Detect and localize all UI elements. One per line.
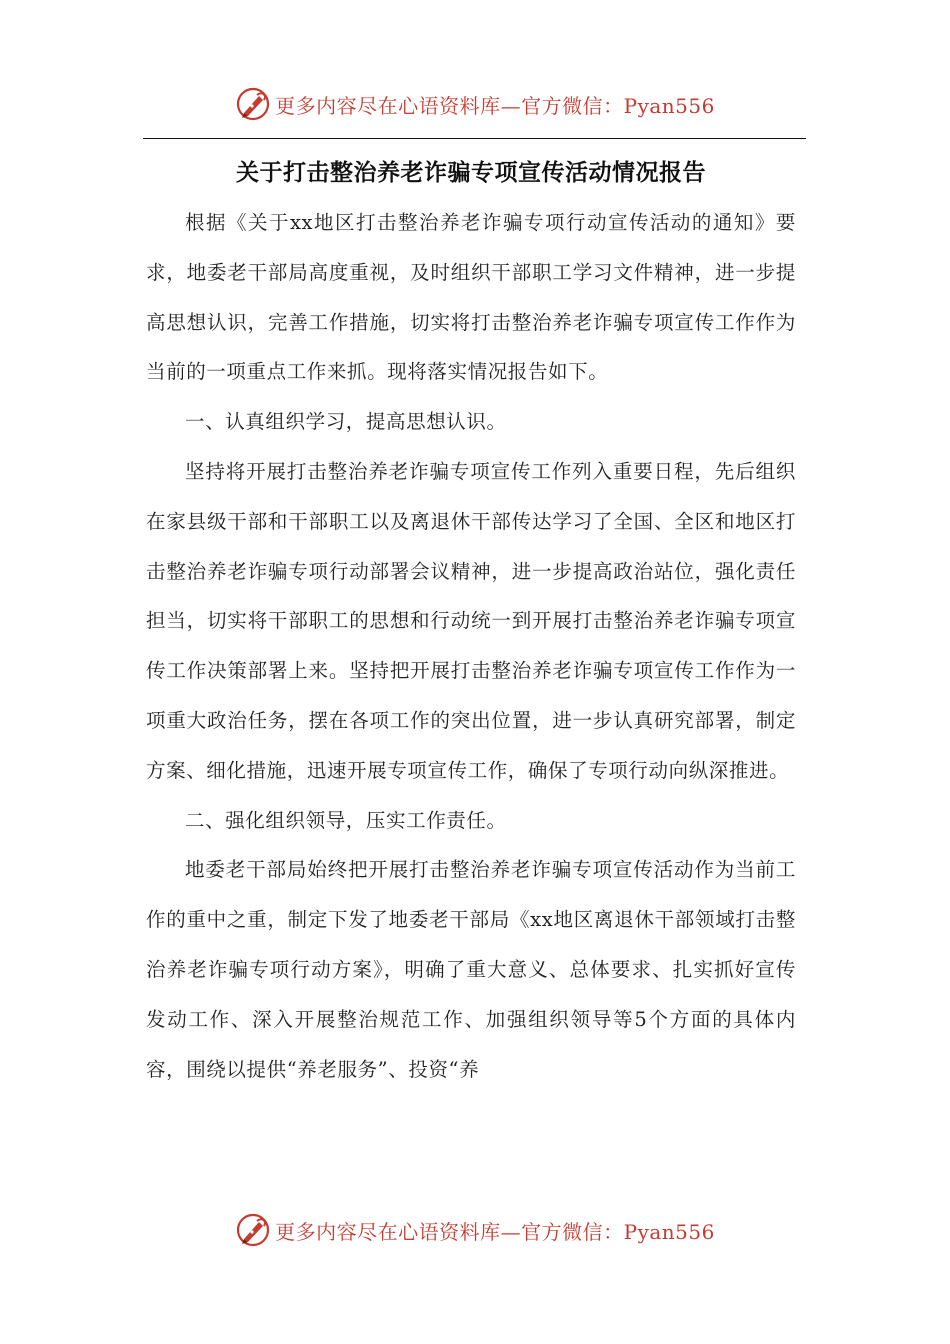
watermark-text: 更多内容尽在心语资料库—官方微信：Pyan556 <box>275 1219 715 1244</box>
pen-logo-icon <box>235 86 271 122</box>
section-heading-1: 一、认真组织学习，提高思想认识。 <box>185 410 507 434</box>
header-divider <box>143 138 806 139</box>
header-watermark <box>0 84 950 124</box>
watermark-text: 更多内容尽在心语资料库—官方微信：Pyan556 <box>275 93 715 118</box>
paragraph-section-1: 坚持将开展打击整治养老诈骗专项宣传工作列入重要日程，先后组织在家县级干部和干部职工以及离退休干部传达学习了全国、全区和地区打击整治养老诈骗专项行动部署会议精神，进一步提高政治站位，强化责任担当，切实将干部职工的思想和行动统一到开展打击整治养老诈骗专项宣传工作决策部署上来。坚持把开展打击整治养老诈骗专项宣传工作作为一项重大政治任务，摆在各项工作的突出位置，进一步认真研究部署，制定方案、细化措施，迅速开展专项宣传工作，确保了专项行动向纵深推进。 <box>146 459 796 782</box>
footer-watermark <box>0 1210 950 1250</box>
pen-logo-icon <box>235 1212 271 1248</box>
paragraph-section-2: 地委老干部局始终把开展打击整治养老诈骗专项宣传活动作为当前工作的重中之重，制定下发了地委老干部局《xx地区离退休干部领域打击整治养老诈骗专项行动方案》，明确了重大意义、总体要求、扎实抓好宣传发动工作、深入开展整治规范工作、加强组织领导等5个方面的具体内容，围绕以提供“养老服务”、投资“养 <box>146 858 796 1081</box>
document-body <box>146 148 796 1094</box>
document-title: 关于打击整治养老诈骗专项宣传活动情况报告 <box>236 160 706 186</box>
paragraph-intro: 根据《关于xx地区打击整治养老诈骗专项行动宣传活动的通知》要求，地委老干部局高度重视，及时组织干部职工学习文件精神，进一步提高思想认识，完善工作措施，切实将打击整治养老诈骗专项宣传工作作为当前的一项重点工作来抓。现将落实情况报告如下。 <box>146 211 796 384</box>
section-heading-2: 二、强化组织领导，压实工作责任。 <box>185 808 507 832</box>
